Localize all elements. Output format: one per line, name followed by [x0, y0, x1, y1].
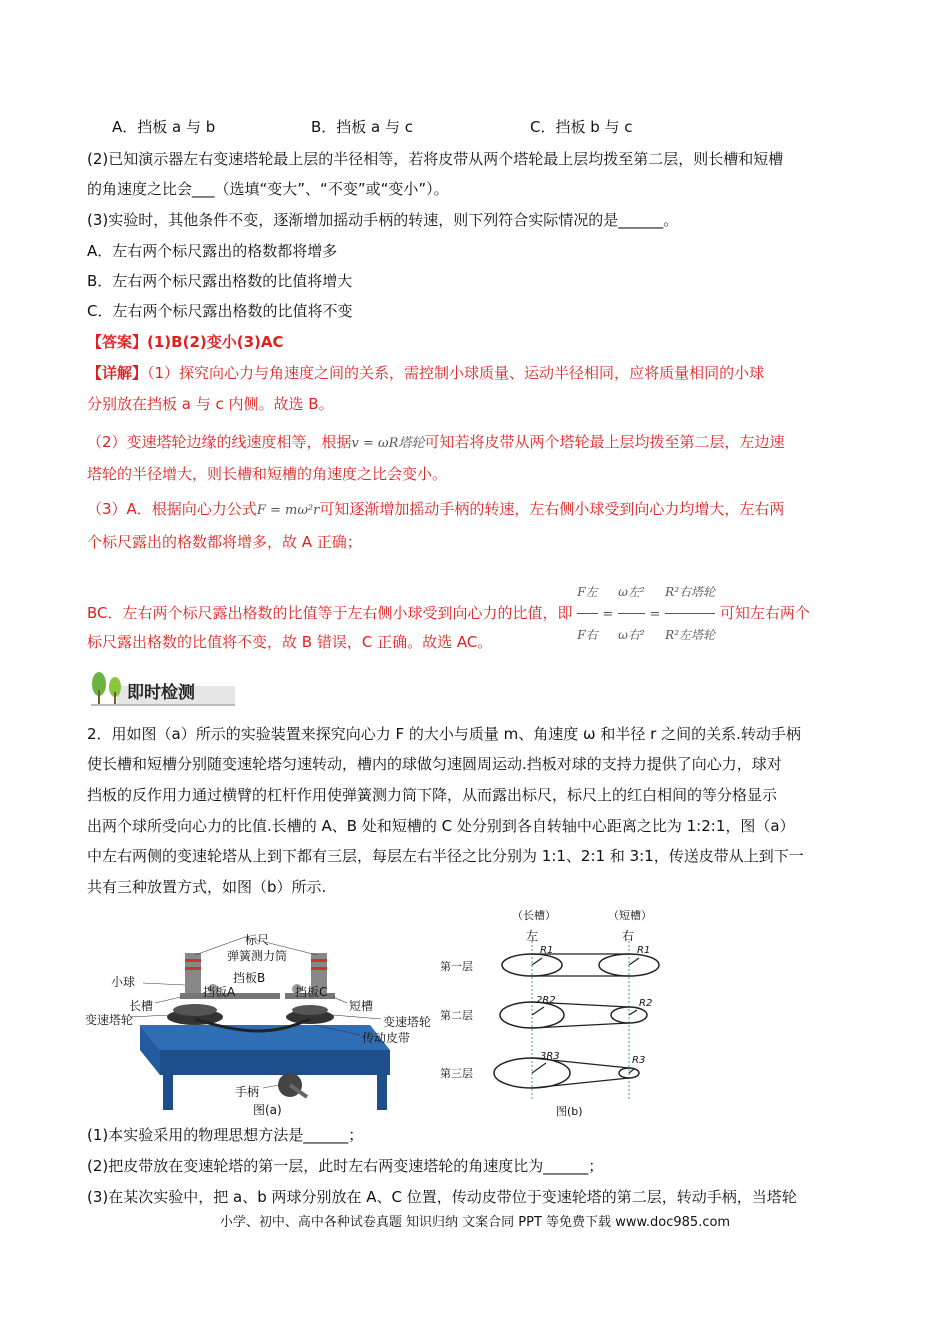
- q2-line6: 共有三种放置方式，如图（b）所示.: [87, 878, 327, 896]
- figure-a-caption: 图(a): [253, 1103, 282, 1117]
- option-c: C．挡板 b 与 c: [530, 118, 633, 136]
- banner-title: 即时检测: [127, 683, 195, 703]
- q2-part2: (2)把皮带放在变速轮塔的第一层，此时左右两变速塔轮的角速度比为______；: [87, 1157, 604, 1175]
- label-ball: 小球: [111, 975, 136, 989]
- detail-p1-text: （1）探究向心力与角速度之间的关系，需控制小球质量、运动半径相同，应将质量相同的小球: [147, 364, 765, 382]
- frac3-den: R²左塔轮: [665, 628, 716, 642]
- detail-p2-post: 可知若将皮带从两个塔轮最上层均拨至第二层，左边速: [424, 433, 785, 451]
- instant-test-banner: [87, 670, 237, 710]
- answer-line: [87, 331, 284, 353]
- figure-a: [85, 925, 432, 1120]
- label-baffle-c: 挡板C: [295, 985, 328, 999]
- leg-left: [163, 1075, 173, 1110]
- page-footer: 小学、初中、高中各种试卷真题 知识归纳 文案合同 PPT 等免费下载 www.doc985.com: [219, 1215, 731, 1230]
- label-tower-right: 变速塔轮: [383, 1015, 432, 1029]
- figure-b-caption: 图(b): [556, 1105, 583, 1118]
- answer-text: (1)B(2)变小(3)AC: [147, 333, 284, 351]
- label-left-b: 左: [526, 929, 539, 943]
- label-short-slot-b: （短槽）: [608, 909, 652, 922]
- fraction-omega: [618, 572, 645, 655]
- tower-right-disc2: [292, 1005, 328, 1015]
- base-top: [140, 1025, 390, 1050]
- label-long-slot-b: （长槽）: [512, 909, 556, 922]
- label-belt: 传动皮带: [362, 1031, 411, 1045]
- detail-p3-formula: F = mω²r: [256, 503, 320, 518]
- leg-right: [377, 1075, 387, 1110]
- detail-p2-formula: v = ωR塔轮: [351, 436, 425, 451]
- q1-part2-line2: 的角速度之比会___（选填“变大”、“不变”或“变小”）。: [87, 180, 449, 198]
- q2-line3: 挡板的反作用力通过横臂的杠杆作用使弹簧测力筒下降，从而露出标尺，标尺上的红白相间的等分格显示: [87, 786, 778, 804]
- figure-b: [432, 903, 682, 1118]
- detail-p2-line2: 塔轮的半径增大，则长槽和短槽的角速度之比会变小。: [87, 465, 448, 483]
- label-right-b: 右: [622, 929, 635, 943]
- label-baffle-b: 挡板B: [233, 971, 266, 985]
- tower-left-disc2: [173, 1004, 217, 1016]
- frac1-den: F右: [577, 628, 598, 642]
- q1-part3-question: (3)实验时，其他条件不变，逐渐增加摇动手柄的转速，则下列符合实际情况的是______。: [87, 211, 679, 229]
- label-short-slot: 短槽: [349, 999, 374, 1013]
- frac2-den: ω右²: [618, 628, 645, 642]
- label-spring: 弹簧测力筒: [227, 949, 288, 963]
- label-handle: 手柄: [235, 1085, 260, 1099]
- label-layer2: 第二层: [440, 1009, 473, 1022]
- option-a: A．挡板 a 与 b: [112, 118, 216, 136]
- q2-part1: (1)本实验采用的物理思想方法是______；: [87, 1126, 364, 1144]
- label-r3-right: R3: [632, 1055, 646, 1066]
- answer-tag: 【答案】: [87, 333, 148, 351]
- detail-p3-line2: 个标尺露出的格数都将增多，故 A 正确；: [87, 533, 362, 551]
- detail-p4-pre: BC．左右两个标尺露出格数的比值等于左右侧小球受到向心力的比值，即: [87, 604, 573, 622]
- label-tower-left: 变速塔轮: [85, 1013, 134, 1027]
- label-r1-right: R1: [637, 945, 651, 956]
- q1-part2-line1: (2)已知演示器左右变速塔轮最上层的半径相等，若将皮带从两个塔轮最上层均拨至第二层，则长槽和短槽: [87, 150, 784, 168]
- label-ruler: 标尺: [245, 933, 270, 947]
- label-layer3: 第三层: [440, 1067, 473, 1080]
- detail-p2-line1: [87, 431, 784, 455]
- option-b: B．挡板 a 与 c: [311, 118, 414, 136]
- base-front: [160, 1050, 390, 1075]
- detail-p3-post: 可知逐渐增加摇动手柄的转速，左右侧小球受到向心力均增大，左右两: [319, 500, 785, 518]
- label-r3-left: 3R3: [540, 1051, 560, 1062]
- detail-p1-line2: 分别放在挡板 a 与 c 内侧。故选 B。: [87, 395, 334, 413]
- detail-tag: 【详解】: [87, 364, 148, 382]
- frac1-num: F左: [577, 585, 598, 599]
- frac3-num: R²右塔轮: [665, 585, 716, 599]
- q1-part3-opt-b: B．左右两个标尺露出格数的比值将增大: [87, 272, 353, 290]
- q2-part3: (3)在某次实验中，把 a、b 两球分别放在 A、C 位置，传动皮带位于变速轮塔的第二层，转动手柄，当塔轮: [87, 1188, 797, 1206]
- label-baffle-a: 挡板A: [203, 985, 236, 999]
- detail-p3-pre: （3）A．根据向心力公式: [87, 500, 257, 518]
- frac2-num: ω左²: [618, 585, 645, 599]
- q2-line5: 中左右两侧的变速轮塔从上到下都有三层，每层左右半径之比分别为 1:1、2:1 和 3:1，传送皮带从上到下一: [87, 847, 804, 865]
- q2-line1: 2．用如图（a）所示的实验装置来探究向心力 F 的大小与质量 m、角速度 ω 和半径 r 之间的关系.转动手柄: [87, 725, 801, 743]
- label-r1-left: R1: [540, 945, 554, 956]
- fraction-force: [577, 572, 597, 655]
- q2-line2: 使长槽和短槽分别随变速轮塔匀速转动，槽内的球做匀速圆周运动.挡板对球的支持力提供了向心力，球对: [87, 755, 782, 773]
- q1-part3-opt-a: A．左右两个标尺露出的格数都将增多: [87, 242, 338, 260]
- detail-p4-line1: BC．左右两个标尺露出格数的比值等于左右侧小球受到向心力的比值，即 $\frac{\text{F左}}{\text{F右}}$ = $\frac{\text{ω左²}}{\text{ω右²}}$ = $\frac{\text{R²右塔轮}}{\text{R²左塔轮}}$ 可知左右两个: [87, 572, 810, 612]
- detail-p2-pre: （2）变速塔轮边缘的线速度相等，根据: [87, 433, 352, 451]
- detail-p3-line1: [87, 498, 784, 522]
- fraction-radius: [665, 572, 715, 655]
- label-layer1: 第一层: [440, 960, 473, 973]
- label-long-slot: 长槽: [129, 999, 154, 1013]
- q1-part3-opt-c: C．左右两个标尺露出格数的比值将不变: [87, 302, 353, 320]
- detail-p4-post: 可知左右两个: [719, 604, 810, 622]
- detail-p1-line1: [87, 362, 764, 384]
- detail-p4-line2: 标尺露出格数的比值将不变，故 B 错误，C 正确。故选 AC。: [87, 633, 493, 651]
- label-r2-right: R2: [639, 998, 653, 1009]
- label-r2-left: 2R2: [536, 995, 556, 1006]
- q2-line4: 出两个球所受向心力的比值.长槽的 A、B 处和短槽的 C 处分别到各自转轴中心距离之比为 1:2:1，图（a）: [87, 817, 795, 835]
